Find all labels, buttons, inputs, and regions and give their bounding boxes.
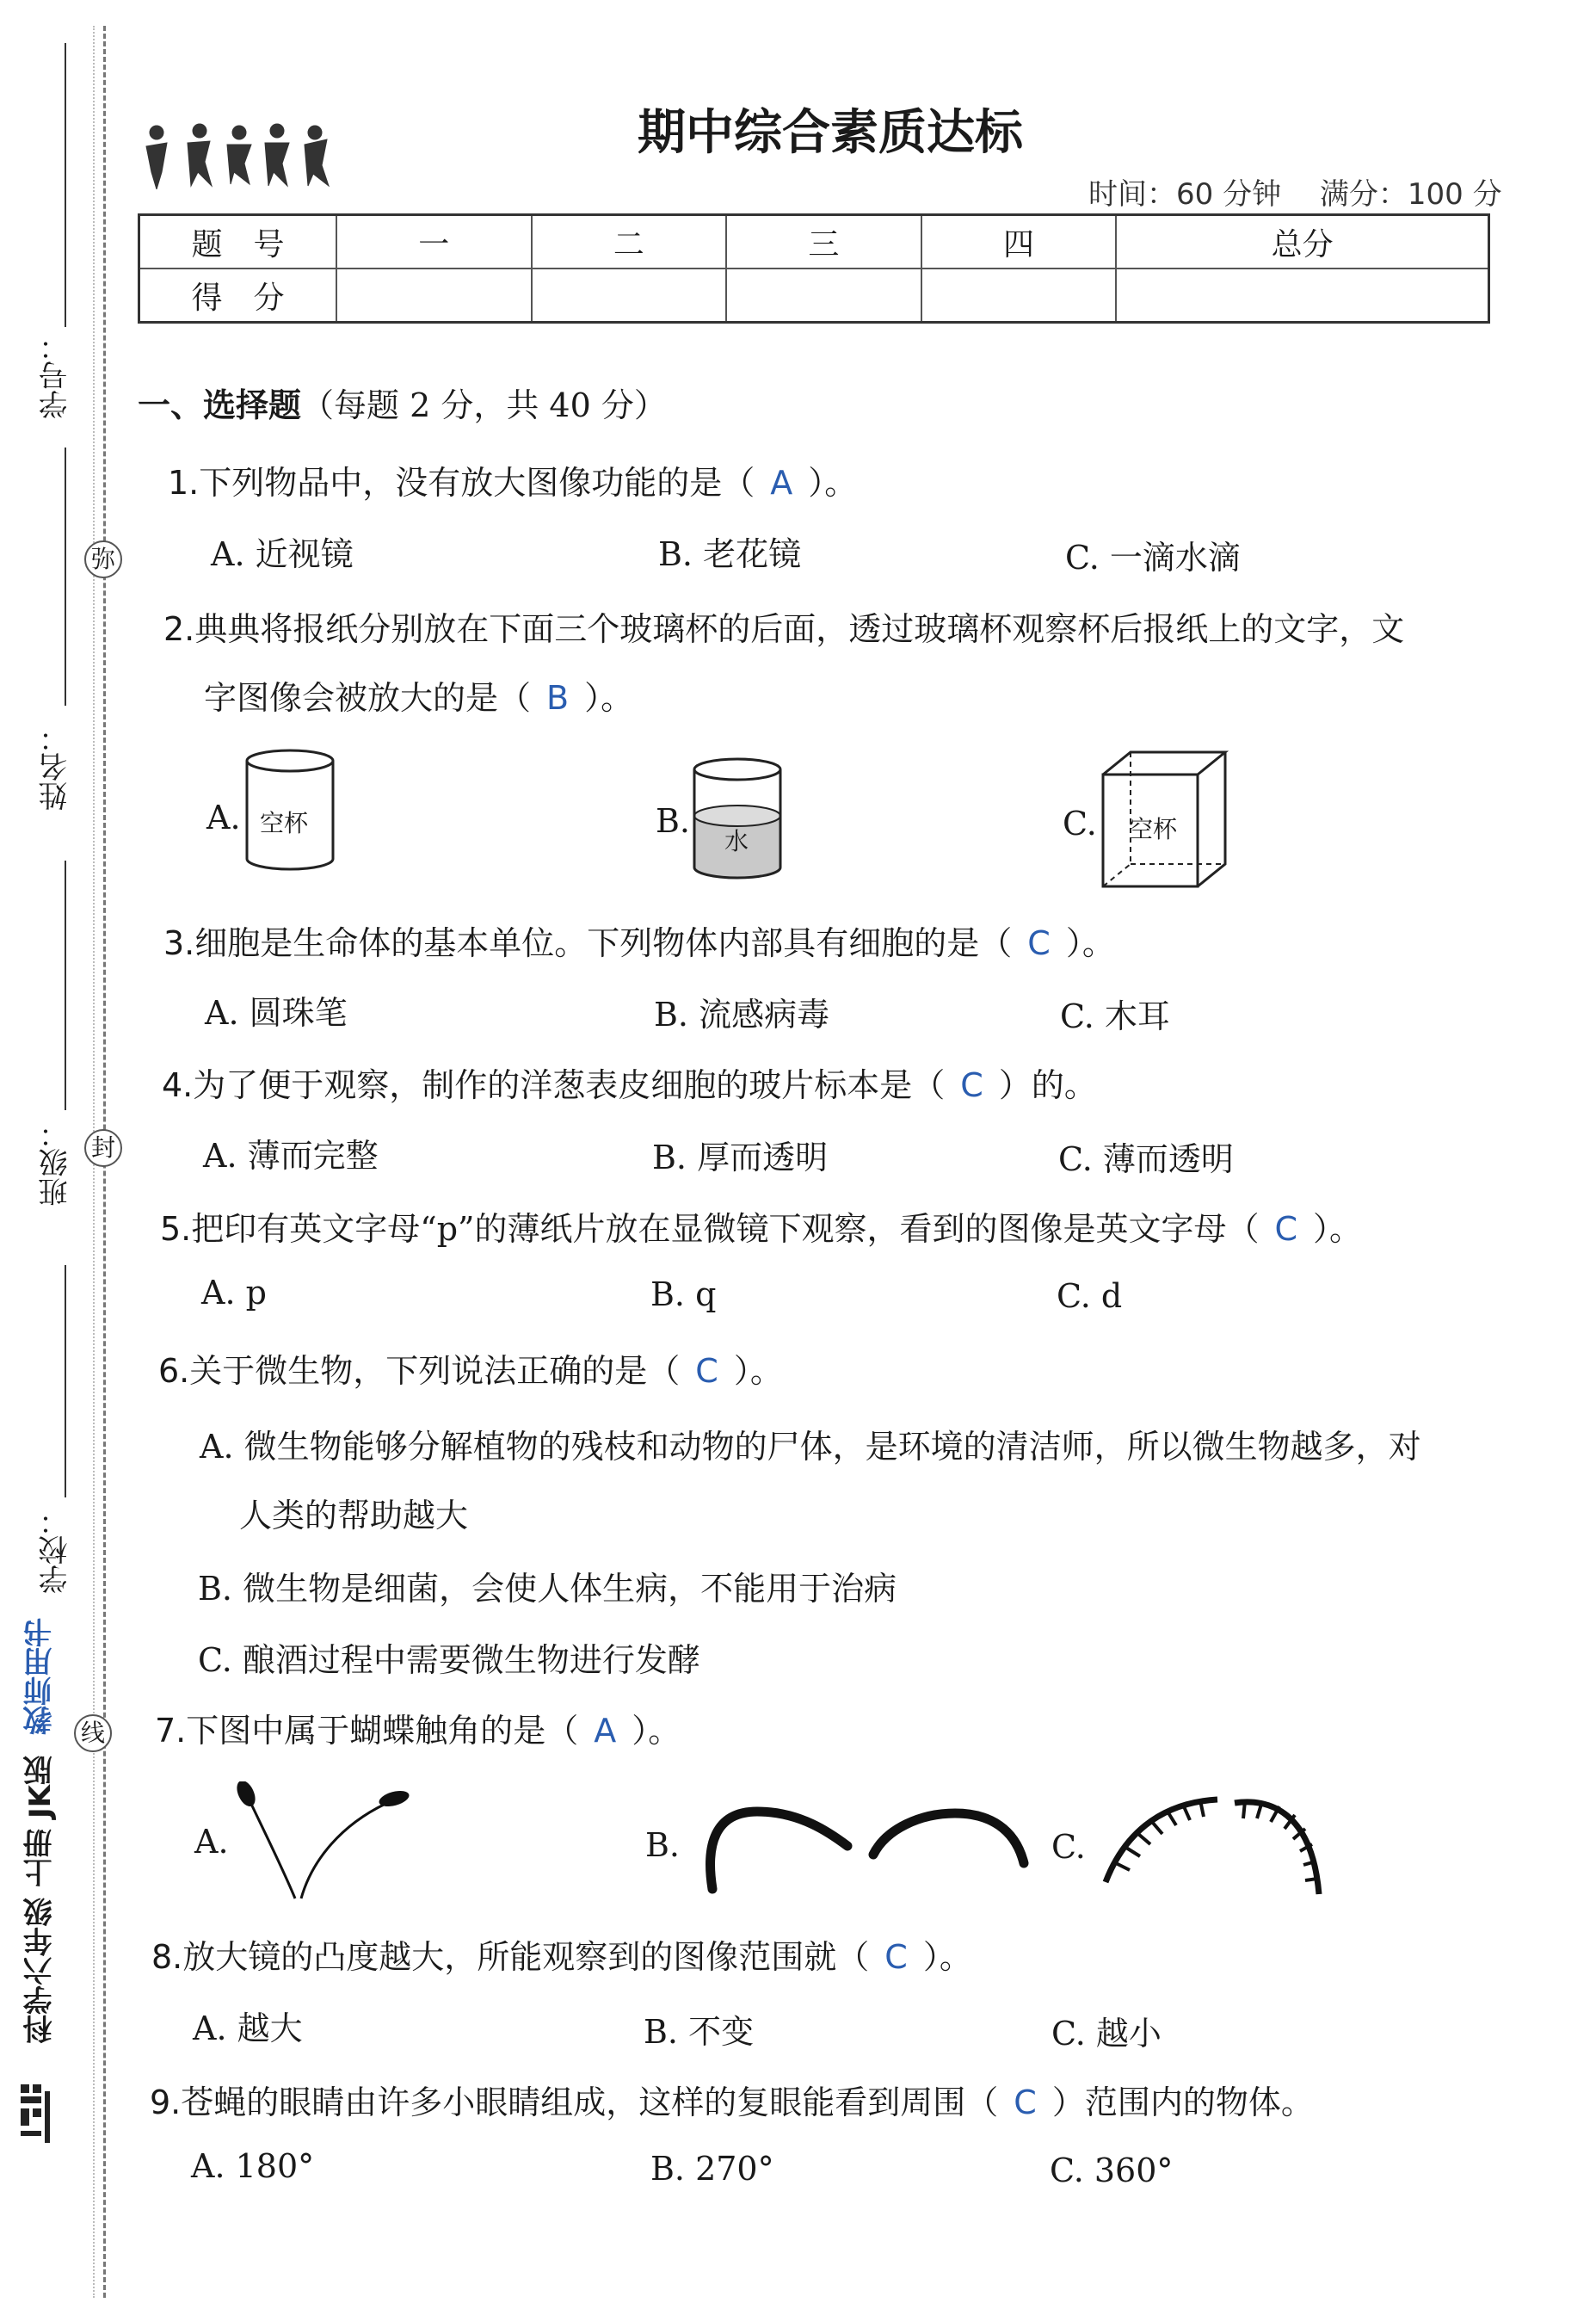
question-text: 把印有英文字母“p”的薄纸片放在显微镜下观察，看到的图像是英文字母（ [191, 1210, 1260, 1248]
question-text: 下列物品中，没有放大图像功能的是（ [199, 464, 755, 502]
question-number: 4. [162, 1066, 194, 1104]
class-label: 班级： [39, 1119, 73, 1207]
question-6 [158, 1344, 783, 1392]
section-title: 一、选择题 [138, 386, 302, 424]
answer-mark: C [695, 1352, 718, 1390]
seal-xian: 线 [74, 1714, 112, 1752]
question-text: 典典将报纸分别放在下面三个玻璃杯的后面，透过玻璃杯观察杯后报纸上的文字，文 [194, 610, 1405, 648]
option-b: B. 流感病毒 [654, 996, 830, 1034]
question-number: 2. [163, 610, 195, 648]
question-5 [160, 1202, 1362, 1250]
seal-feng: 封 [84, 1129, 122, 1167]
question-7 [155, 1704, 681, 1751]
option-c: C. 薄而透明 [1058, 1140, 1234, 1178]
question-number: 7. [155, 1712, 187, 1750]
option-b: B. [656, 802, 691, 840]
question-tail: ）。 [632, 1712, 681, 1750]
book-info: 科学六年级 上册 JK版 [23, 1756, 58, 2044]
option-b: B. 老花镜 [658, 535, 802, 573]
option-b: B. 不变 [644, 2013, 755, 2051]
question-text: 细胞是生命体的基本单位。下列物体内部具有细胞的是（ [194, 924, 1013, 962]
question-2 [163, 602, 1404, 650]
filiform-antennae-illustration [697, 1794, 1041, 1898]
option-a: A. 近视镜 [211, 535, 354, 573]
option-b: B. 微生物是细菌，会使人体生病，不能用于治病 [198, 1570, 897, 1608]
answer-mark: C [1274, 1210, 1297, 1248]
cup-label: 水 [724, 827, 749, 855]
question-text: 下图中属于蝴蝶触角的是（ [186, 1712, 579, 1750]
option-c: C. 越小 [1051, 2015, 1162, 2053]
student-no-label: 学号： [39, 331, 73, 419]
question-4 [162, 1059, 1097, 1106]
school-line [65, 1265, 66, 1497]
question-tail: ）。 [808, 464, 858, 502]
score-header-cell: 四 [921, 215, 1117, 269]
name-label: 姓名： [39, 723, 73, 811]
answer-mark: C [1014, 2084, 1037, 2121]
option-c: C. 360° [1050, 2151, 1174, 2189]
answer-mark: C [884, 1938, 908, 1976]
answer-mark: C [1027, 924, 1051, 962]
score-input-cell[interactable] [1116, 269, 1488, 323]
page-title: 期中综合素质达标 [638, 105, 1023, 161]
answer-mark: A [770, 464, 793, 502]
option-b: B. 厚而透明 [652, 1139, 829, 1176]
question-tail: ）。 [733, 1352, 783, 1390]
question-tail: ）的。 [998, 1066, 1097, 1104]
question-number: 8. [151, 1938, 183, 1976]
exam-meta: 时间：60 分钟 满分：100 分 [1088, 177, 1502, 212]
question-tail: ）范围内的物体。 [1051, 2084, 1314, 2121]
question-tail: ）。 [584, 679, 634, 717]
question-text: 为了便于观察，制作的洋葱表皮细胞的玻片标本是（ [193, 1066, 946, 1104]
score-header-cell: 一 [336, 215, 532, 269]
option-a: A. [194, 1823, 229, 1861]
question-text: 关于微生物，下列说法正确的是（ [189, 1352, 681, 1390]
option-a: A. 薄而完整 [203, 1137, 379, 1175]
question-8 [151, 1930, 972, 1978]
score-table-score-row [139, 269, 1489, 323]
question-number: 9. [150, 2084, 182, 2121]
answer-mark: A [594, 1712, 617, 1750]
section-header [138, 379, 667, 426]
option-b: B. q [650, 1275, 717, 1313]
option-c: C. d [1057, 1277, 1123, 1315]
option-a: A. [206, 799, 241, 836]
question-3 [163, 917, 1115, 964]
option-c: C. 一滴水滴 [1065, 539, 1241, 577]
score-input-cell[interactable] [336, 269, 532, 323]
score-table [138, 213, 1490, 324]
question-tail: ）。 [1065, 924, 1115, 962]
question-number: 6. [158, 1352, 190, 1390]
question-1 [168, 456, 857, 503]
option-c: C. [1051, 1828, 1086, 1866]
answer-mark: C [960, 1066, 983, 1104]
teacher-book-label: 教师用书 [23, 1618, 58, 1735]
score-header-cell: 三 [726, 215, 921, 269]
pectinate-antennae-illustration [1097, 1786, 1329, 1906]
question-2-line2 [204, 671, 633, 719]
school-label: 学校： [39, 1506, 73, 1594]
option-c: C. 木耳 [1060, 997, 1170, 1035]
option-b: B. [645, 1826, 681, 1864]
score-row-label: 得 分 [139, 269, 337, 323]
cup-label: 空杯 [1129, 815, 1178, 843]
name-line [65, 448, 66, 706]
score-header-cell: 二 [532, 215, 727, 269]
score-header-cell: 题 号 [139, 215, 337, 269]
clubbed-antennae-illustration [231, 1781, 411, 1902]
class-line [65, 861, 66, 1110]
option-a: A. 微生物能够分解植物的残枝和动物的尸体，是环境的清洁师，所以微生物越多，对 [200, 1428, 1421, 1466]
question-text: 放大镜的凸度越大，所能观察到的图像范围就（ [182, 1938, 870, 1976]
question-9 [150, 2076, 1314, 2123]
option-b: B. 270° [650, 2150, 774, 2188]
question-number: 5. [160, 1210, 192, 1248]
question-tail: ）。 [1313, 1210, 1363, 1248]
question-tail: ）。 [922, 1938, 972, 1976]
score-input-cell[interactable] [726, 269, 921, 323]
option-a-continued: 人类的帮助越大 [239, 1497, 469, 1534]
option-a: A. 180° [191, 2147, 315, 2185]
publisher-logo [19, 2083, 53, 2160]
score-input-cell[interactable] [532, 269, 727, 323]
score-input-cell[interactable] [921, 269, 1117, 323]
question-text: 苍蝇的眼睛由许多小眼睛组成，这样的复眼能看到周围（ [181, 2084, 999, 2121]
cup-label: 空杯 [260, 809, 309, 837]
option-a: A. 越大 [193, 2009, 303, 2047]
question-number: 1. [168, 464, 200, 502]
option-a: A. p [201, 1274, 267, 1312]
score-table-header-row [139, 215, 1489, 269]
question-number: 3. [163, 924, 195, 962]
water-cup-illustration [690, 756, 785, 885]
option-a: A. 圆珠笔 [205, 994, 348, 1032]
score-header-cell: 总分 [1116, 215, 1488, 269]
section-note: （每题 2 分，共 40 分） [301, 386, 667, 424]
option-c: C. 酿酒过程中需要微生物进行发酵 [198, 1641, 700, 1679]
question-text: 字图像会被放大的是（ [204, 679, 532, 717]
answer-mark: B [546, 679, 570, 717]
student-no-line [65, 43, 66, 327]
seal-mi: 弥 [84, 540, 122, 578]
option-c: C. [1063, 805, 1097, 843]
